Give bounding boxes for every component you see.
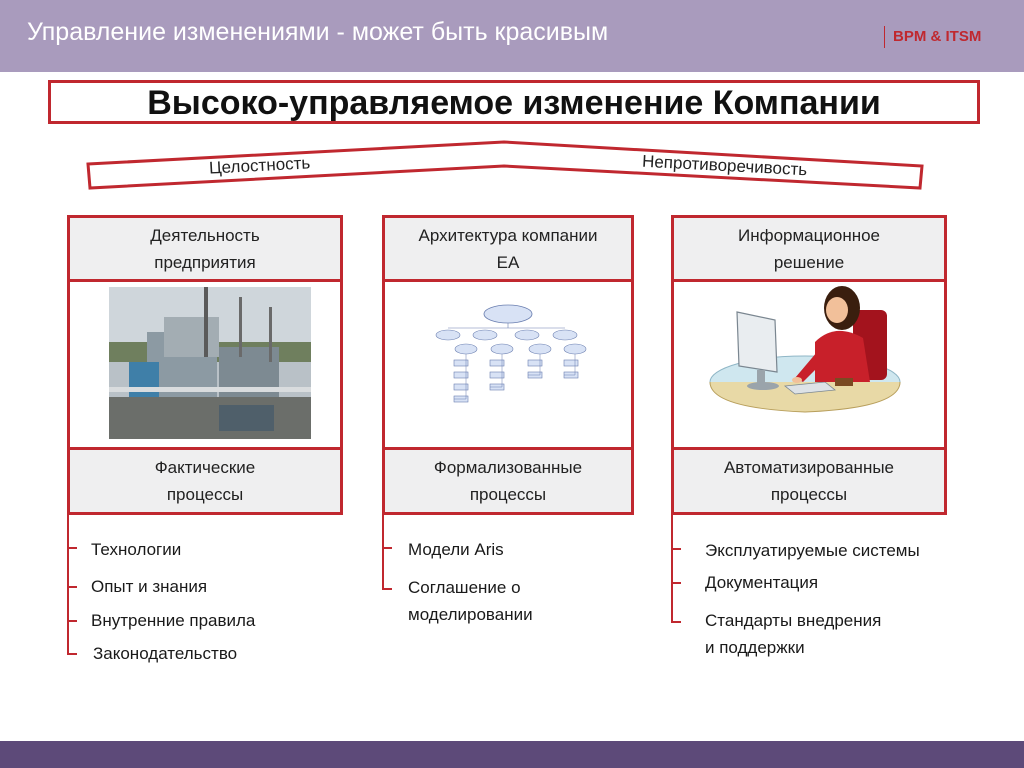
roof-right-label: Непротиворечивость [641, 151, 808, 180]
column-2-item: Соглашение о моделировании [408, 578, 533, 624]
column-2-header [382, 215, 634, 282]
roof-left-label: Целостность [208, 153, 311, 178]
column-3-bracket [671, 515, 673, 623]
column-1-tick-1 [67, 547, 77, 549]
column-1-tick-4 [67, 653, 77, 655]
column-1-item: Технологии [91, 540, 182, 559]
column-1-item: Опыт и знания [91, 577, 208, 596]
column-2-tick-2 [382, 588, 392, 590]
column-3-item: Документация [705, 573, 819, 592]
column-3-item: Стандарты внедрения и поддержки [705, 611, 882, 657]
column-3-footer [671, 447, 947, 515]
column-1-bracket [67, 515, 69, 655]
column-1-tick-3 [67, 620, 77, 622]
header-tag: BPM & ITSM [884, 26, 981, 48]
column-2-footer [382, 447, 634, 515]
header-bar [0, 0, 1024, 72]
column-2-tick-1 [382, 547, 392, 549]
column-2-header-text: Архитектура компании EA [418, 225, 598, 272]
main-title: Высоко-управляемое изменение Компании [48, 80, 980, 124]
column-1-footer-text: Фактические процессы [154, 458, 256, 504]
column-3-header [671, 215, 947, 282]
column-2-item: Модели Aris [408, 540, 504, 559]
column-1-header-text: Деятельность предприятия [150, 225, 260, 272]
column-1-footer [67, 447, 343, 515]
column-2-bracket [382, 515, 384, 590]
footer-bar [0, 741, 1024, 768]
column-2-footer-text: Формализованные процессы [433, 458, 583, 504]
org-chart-diagram [430, 298, 590, 408]
column-3-item: Эксплуатируемые системы [705, 541, 920, 560]
column-3-tick-1 [671, 548, 681, 550]
woman-at-computer-illustration [705, 282, 905, 422]
header-title: Управление изменениями - может быть красивым [27, 18, 609, 46]
column-3-tick-2 [671, 582, 681, 584]
column-1-item: Внутренние правила [91, 611, 256, 630]
column-1-item: Законодательство [93, 644, 238, 663]
column-3-header-text: Информационное решение [737, 225, 881, 272]
column-3-footer-text: Автоматизированные процессы [723, 458, 895, 504]
column-3-tick-3 [671, 621, 681, 623]
industrial-plant-photo [109, 287, 311, 439]
column-1-header [67, 215, 343, 282]
column-1-tick-2 [67, 586, 77, 588]
